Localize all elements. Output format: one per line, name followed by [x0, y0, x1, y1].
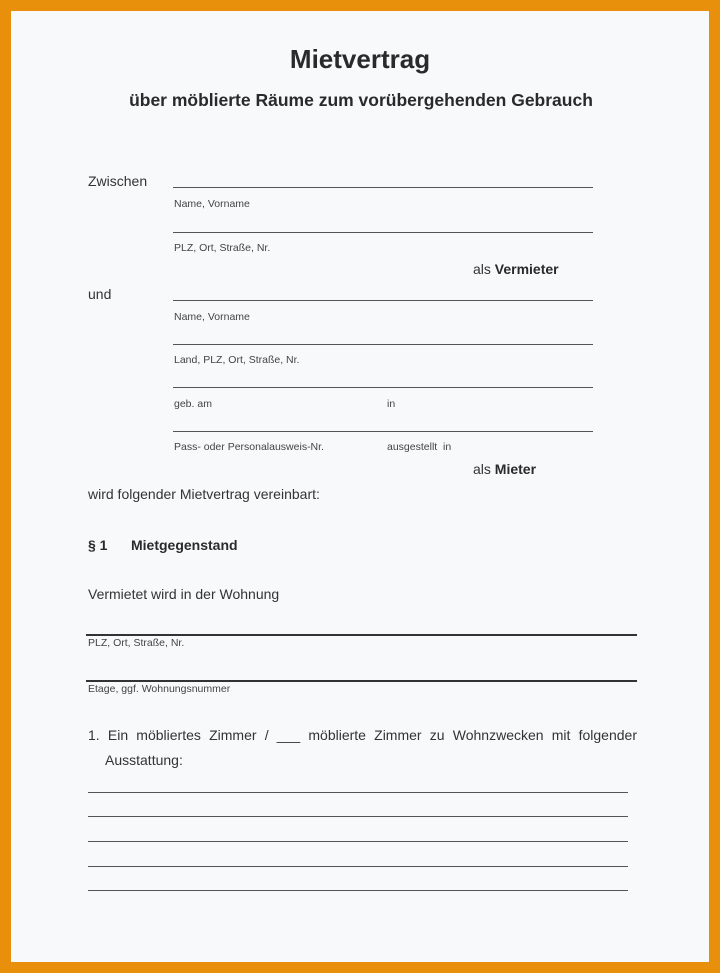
apartment-floor-line[interactable] [86, 680, 637, 682]
tenant-name-line[interactable] [173, 300, 593, 301]
furnishing-line-2[interactable] [88, 816, 628, 817]
landlord-role: als Vermieter [473, 261, 559, 277]
zwischen-label: Zwischen [88, 173, 148, 189]
section1-intro: Vermietet wird in der Wohnung [88, 586, 280, 602]
furnishing-line-5[interactable] [88, 890, 628, 891]
und-label: und [88, 286, 112, 302]
furnishing-line-1[interactable] [88, 792, 628, 793]
section1-number: § 1 [88, 537, 108, 553]
landlord-name-line[interactable] [173, 187, 593, 188]
tenant-address-line[interactable] [173, 344, 593, 345]
section1-title: Mietgegenstand [131, 537, 238, 553]
item1-line2: Ausstattung: [105, 752, 183, 768]
furnishing-line-4[interactable] [88, 866, 628, 867]
tenant-address-caption: Land, PLZ, Ort, Straße, Nr. [174, 354, 300, 366]
apartment-floor-caption: Etage, ggf. Wohnungsnummer [88, 683, 231, 695]
tenant-born-on-caption: geb. am [174, 398, 212, 410]
apartment-address-line[interactable] [86, 634, 637, 636]
tenant-issued-in-caption: ausgestellt in [387, 441, 452, 453]
agreement-text: wird folgender Mietvertrag vereinbart: [88, 486, 320, 502]
item1-line1: 1. Ein möbliertes Zimmer / ___ möblierte Zimmer zu Wohnzwecken mit folgender [88, 727, 637, 743]
tenant-born-in-caption: in [387, 398, 396, 410]
document-subtitle: über möblierte Räume zum vorübergehenden Gebrauch [129, 90, 593, 110]
furnishing-line-3[interactable] [88, 841, 628, 842]
landlord-address-line[interactable] [173, 232, 593, 233]
apartment-address-caption: PLZ, Ort, Straße, Nr. [88, 637, 185, 649]
tenant-name-caption: Name, Vorname [174, 311, 250, 323]
tenant-id-line[interactable] [173, 431, 593, 432]
tenant-id-caption: Pass- oder Personalausweis-Nr. [174, 441, 324, 453]
landlord-address-caption: PLZ, Ort, Straße, Nr. [174, 242, 271, 254]
tenant-birth-line[interactable] [173, 387, 593, 388]
tenant-role: als Mieter [473, 461, 537, 477]
landlord-name-caption: Name, Vorname [174, 198, 250, 210]
document-title: Mietvertrag [289, 44, 431, 74]
